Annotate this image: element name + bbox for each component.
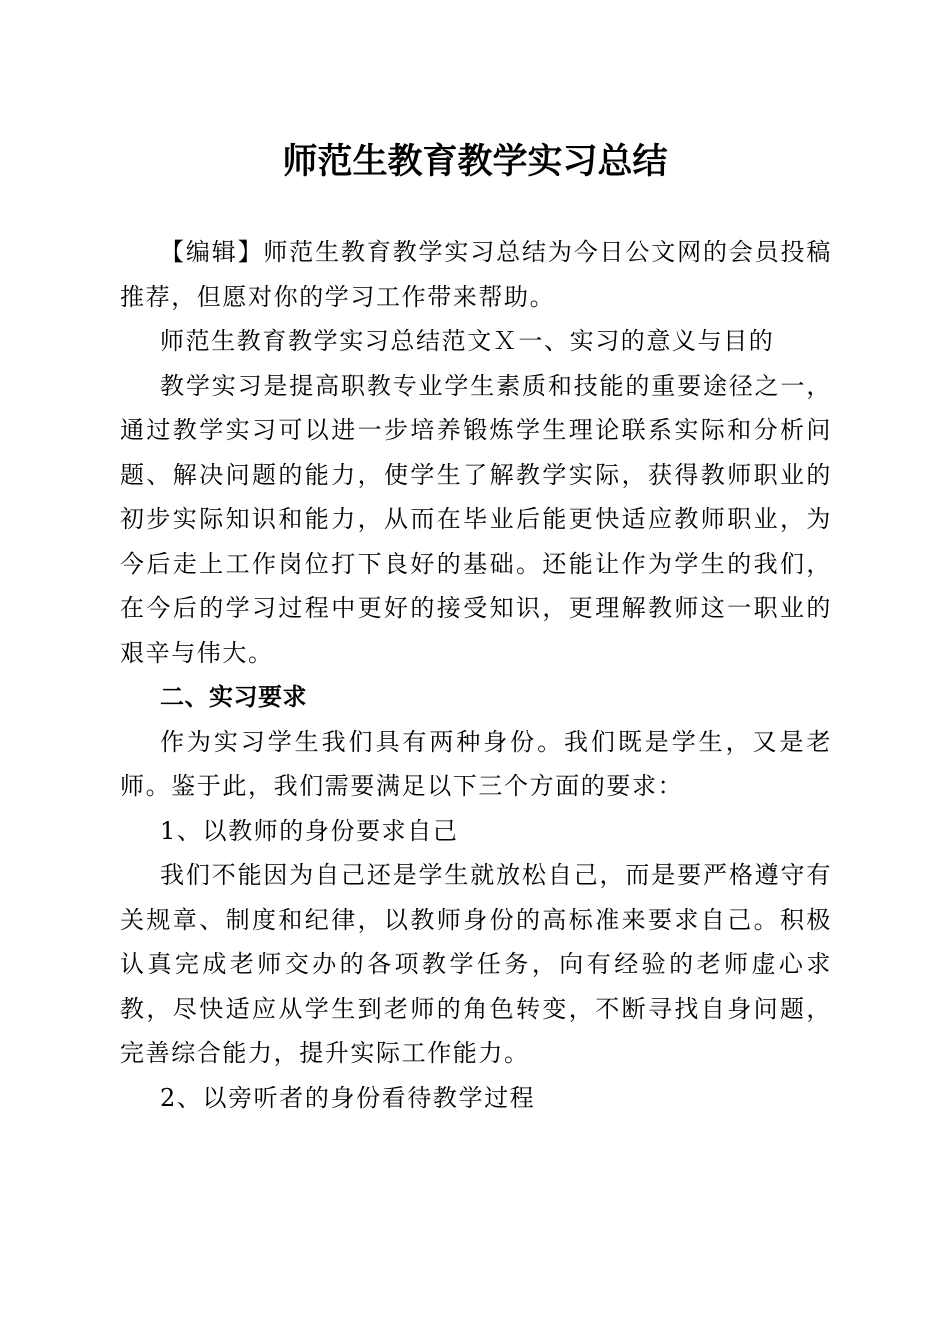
section-two-heading: 二、实习要求 [160,683,307,711]
dual-identity-paragraph: 作为实习学生我们具有两种身份。我们既是学生，又是老师。鉴于此，我们需要满足以下三个方面的要求： [120,727,832,800]
section-one-heading: 师范生教育教学实习总结范文Ｘ一、实习的意义与目的 [160,327,775,355]
document-title: 师范生教育教学实习总结 [282,141,668,182]
internship-purpose-paragraph: 教学实习是提高职教专业学生素质和技能的重要途径之一，通过教学实习可以进一步培养锻炼学生理论联系实际和分析问题、解决问题的能力，使学生了解教学实际，获得教师职业的初步实际知识和能力，从而在毕业后能更快适应教师职业，为今后走上工作岗位打下良好的基础。还能让作为学生的我们，在今后的学习过程中更好的接受知识，更理解教师这一职业的艰辛与伟大。 [120,371,832,667]
requirement-one-heading: 1、以教师的身份要求自己 [160,816,459,845]
requirement-one-paragraph: 我们不能因为自己还是学生就放松自己，而是要严格遵守有关规章、制度和纪律，以教师身份的高标准来要求自己。积极认真完成老师交办的各项教学任务，向有经验的老师虚心求教，尽快适应从学生到老师的角色转变，不断寻找自身问题，完善综合能力，提升实际工作能力。 [120,861,832,1067]
requirement-two-heading: 2、以旁听者的身份看待教学过程 [160,1083,536,1112]
document-body [120,230,832,1120]
editor-note-paragraph: 【编辑】师范生教育教学实习总结为今日公文网的会员投稿推荐，但愿对你的学习工作带来帮助。 [120,238,832,311]
